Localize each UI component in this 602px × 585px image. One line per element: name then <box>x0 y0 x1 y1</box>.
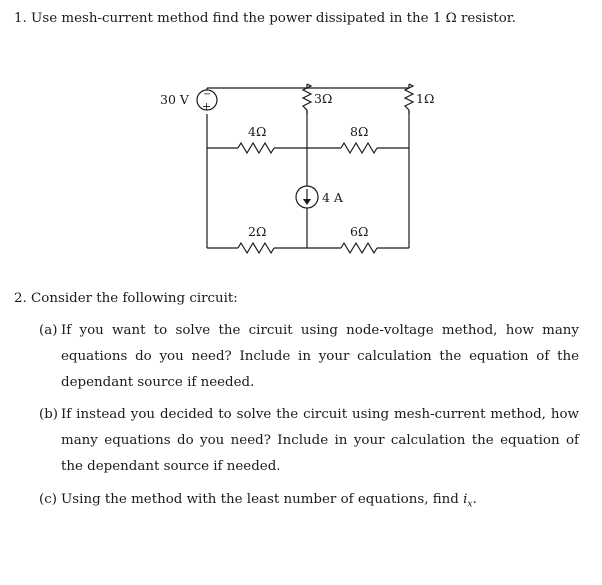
resistor-2ohm-label: 2Ω <box>248 224 267 239</box>
circuit-diagram <box>0 0 602 290</box>
part-c-end: . <box>472 492 477 507</box>
variable-ix-symbol: i <box>463 492 468 507</box>
problem-2-intro-text: Consider the following circuit: <box>31 291 238 306</box>
resistor-2ohm <box>238 224 274 253</box>
resistor-1ohm <box>405 84 434 110</box>
voltage-plus-sign: + <box>202 100 212 113</box>
resistor-4ohm-label: 4Ω <box>248 124 267 139</box>
resistor-6ohm <box>341 224 377 253</box>
voltage-minus-sign: − <box>203 89 212 100</box>
problem-2-part-b <box>39 402 579 480</box>
current-source-4a <box>296 186 344 208</box>
resistor-1ohm-label: 1Ω <box>416 91 435 106</box>
part-a-text: If you want to solve the circuit using node-voltage method, how many equations do you need? Include in your calculation the equation of the dependant source if needed. <box>61 323 579 390</box>
voltage-source-label: 30 V <box>160 92 189 107</box>
problem-2-intro <box>14 291 238 306</box>
problem-1-text: Use mesh-current method find the power dissipated in the 1 Ω resistor. <box>31 11 516 26</box>
part-b-label: (b) <box>39 407 59 422</box>
part-c-label: (c) <box>39 492 57 507</box>
problem-2-number: 2. <box>14 291 27 306</box>
variable-ix-subscript: x <box>467 499 473 510</box>
current-source-label: 4 A <box>322 190 343 205</box>
problem-2-part-a <box>39 318 579 396</box>
resistor-8ohm-label: 8Ω <box>350 124 369 139</box>
problem-1-number: 1. <box>14 11 27 26</box>
part-c-line <box>39 487 579 518</box>
resistor-8ohm <box>341 124 377 153</box>
part-b-text: If instead you decided to solve the circuit using mesh-current method, how many equations do you need? Include in your calculation the equation of the dependant source if needed. <box>61 407 579 474</box>
problem-2-part-c <box>39 487 579 518</box>
resistor-3ohm-label: 3Ω <box>314 91 333 106</box>
part-a-label: (a) <box>39 323 58 338</box>
resistor-4ohm <box>238 124 274 153</box>
resistor-6ohm-label: 6Ω <box>350 224 369 239</box>
voltage-source-30v <box>160 89 217 113</box>
part-c-text: Using the method with the least number of equations, find <box>61 492 459 507</box>
